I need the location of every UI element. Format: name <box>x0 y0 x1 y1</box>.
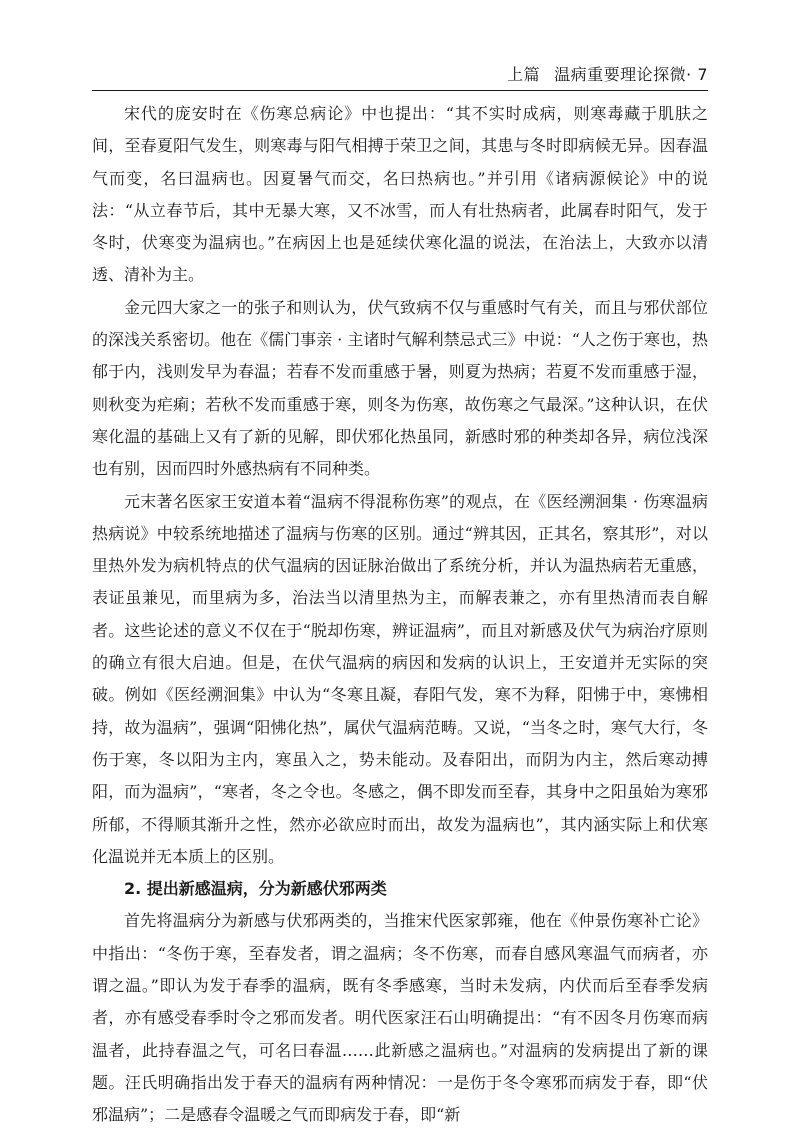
page-number: · 7 <box>686 65 708 84</box>
body-text <box>92 98 708 1132</box>
paragraph-guo-yong: 首先将温病分为新感与伏邪两类的，当推宋代医家郭雍，他在《仲景伤寒补亡论》中指出：“冬伤于寒，至春发者，谓之温病；冬不伤寒，而春自感风寒温气而病者，亦谓之温。”即认为发于春季的温病，既有冬季感寒，当时未发病，内伏而后至春季发病者，亦有感受春季时令之邪而发者。明代医家汪石山明确提出：“有不因冬月伤寒而病温者，此持春温之气，可名曰春温……此新感之温病也。”对温病的发病提出了新的课题。汪氏明确指出发于春天的温病有两种情况：一是伤于冬令寒邪而病发于春，即“伏邪温病”；二是感春令温暖之气而即病发于春，即“新 <box>92 911 708 1125</box>
paragraph-pang-anshi: 宋代的庞安时在《伤寒总病论》中也提出：“其不实时成病，则寒毒藏于肌肤之间，至春夏阳气发生，则寒毒与阳气相搏于荣卫之间，其患与冬时即病候无异。因春温气而变，名曰温病也。因夏暑气而交，名曰热病也。”并引用《诸病源候论》中的说法：“从立春节后，其中无暴大寒，又不冰雪，而人有壮热病者，此属春时阳气，发于冬时，伏寒变为温病也。”在病因上也是延续伏寒化温的说法，在治法上，大致亦以清透、清补为主。 <box>92 104 708 285</box>
header-section: 上篇 <box>507 65 541 84</box>
paragraph-wang-andao: 元末著名医家王安道本着“温病不得混称伤寒”的观点，在《医经溯洄集 · 伤寒温病热病说》中较系统地描述了温病与伤寒的区别。通过“辨其因，正其名，察其形”，对以里热外发为病机特点的伏气温病的因证脉治做出了系统分析，并认为温热病若无重感，表证虽兼见，而里病为多，治法当以清里热为主，而解表兼之，亦有里热清而表自解者。这些论述的意义不仅在于“脱却伤寒，辨证温病”，而且对新感及伏气为病治疗原则的确立有很大启迪。但是，在伏气温病的病因和发病的认识上，王安道并无实际的突破。例如《医经溯洄集》中认为“冬寒且凝，春阳气发，寒不为释，阳怫于中，寒怫相持，故为温病”，强调“阳怫化热”，属伏气温病范畴。又说，“当冬之时，寒气大行，冬伤于寒，冬以阳为主内，寒虽入之，势未能动。及春阳出，而阴为内主，然后寒动搏阳，而为温病”，“寒者，冬之令也。冬感之，偶不即发而至春，其身中之阳虽始为寒邪所郁，不得顺其渐升之性，然亦必欲应时而出，故发为温病也”，其内涵实际上和伏寒化温说并无本质上的区别。 <box>92 491 708 866</box>
header-chapter-title: 温病重要理论探微 <box>554 65 687 84</box>
header-rule <box>92 90 708 91</box>
running-header <box>507 64 708 86</box>
section-heading: 2. 提出新感温病，分为新感伏邪两类 <box>124 879 387 899</box>
paragraph-zhang-zihe: 金元四大家之一的张子和则认为，伏气致病不仅与重感时气有关，而且与邪伏部位的深浅关系密切。他在《儒门事亲 · 主诸时气解利禁忌式三》中说：“人之伤于寒也，热郁于内，浅则发早为春温；若春不发而重感于暑，则夏为热病；若夏不发而重感于湿，则秋变为疟痢；若秋不发而重感于寒，则冬为伤寒，故伤寒之气最深。”这种认识，在伏寒化温的基础上又有了新的见解，即伏邪化热虽同，新感时邪的种类却各异，病位浅深也有别，因而四时外感热病有不同种类。 <box>92 297 708 479</box>
